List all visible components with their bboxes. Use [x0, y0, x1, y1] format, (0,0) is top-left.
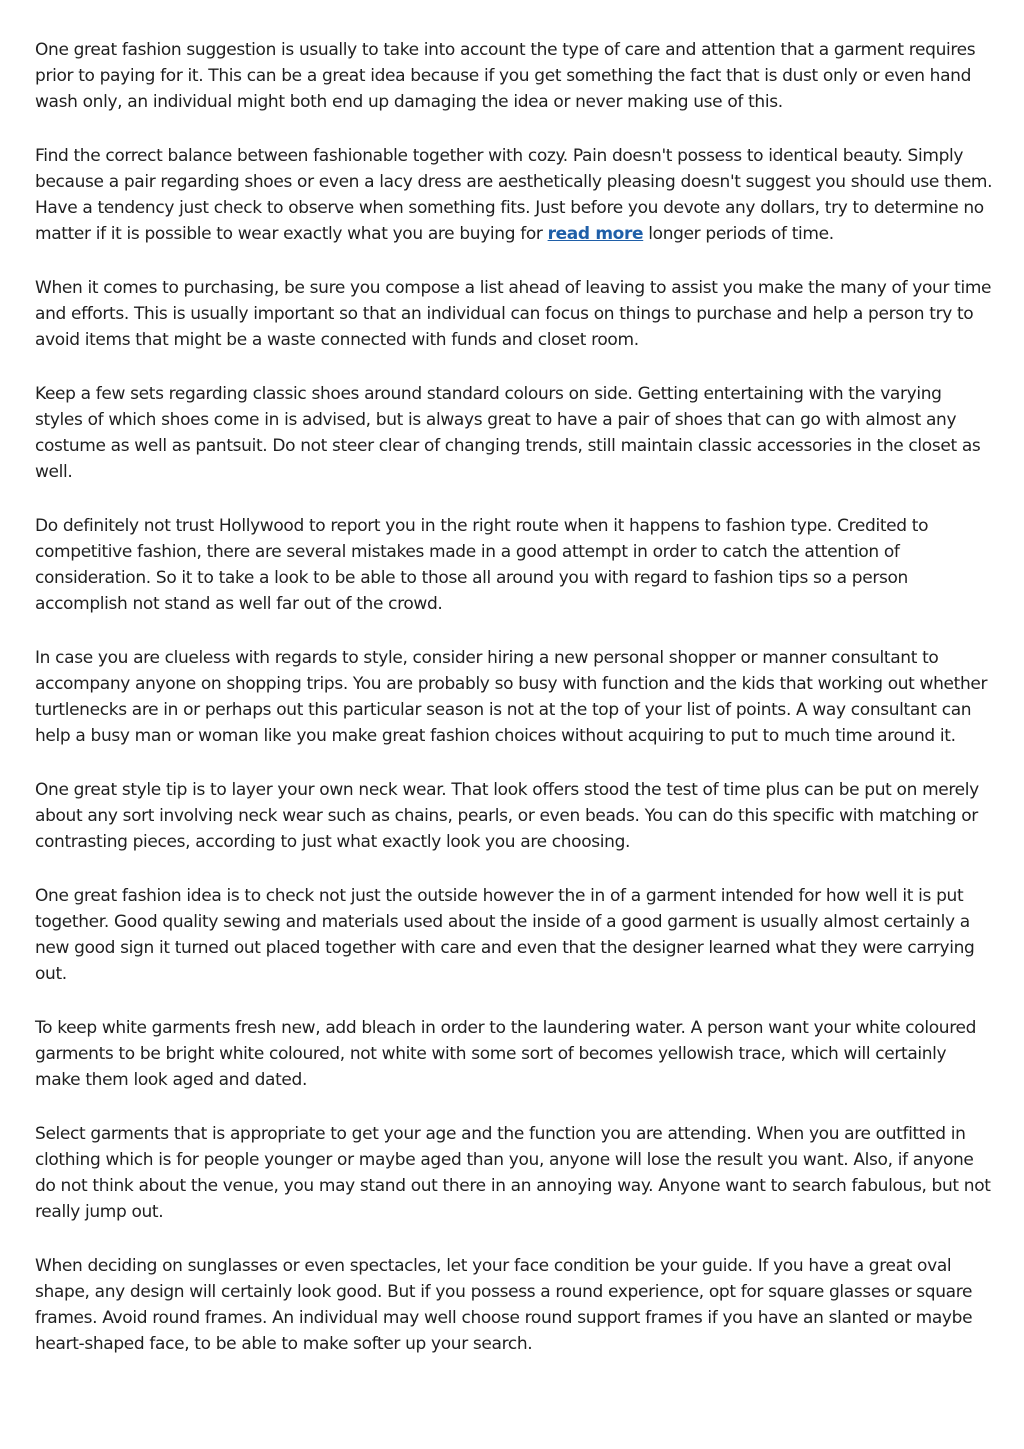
paragraph-layer-neck-wear: One great style tip is to layer your own neck wear. That look offers stood the test of time plus can be put on merely about any sort involving neck wear such as chains, pearls, or even beads. You can do this specific with matching or contrasting pieces, according to just what exactly look you are choosing.: [35, 780, 979, 852]
paragraph-text-after-link: longer periods of time.: [643, 224, 834, 244]
document-body: [35, 37, 993, 1385]
paragraph-hollywood: Do definitely not trust Hollywood to report you in the right route when it happens to fashion type. Credited to competitive fashion, there are several mistakes made in a good attempt in order to catch the attention of consideration. So it to take a look to be able to those all around you with regard to fashion tips so a person accomplish not stand as well far out of the crowd.: [35, 516, 929, 614]
paragraph-balance-comfort: [35, 143, 993, 247]
paragraph-shopping-list: When it comes to purchasing, be sure you compose a list ahead of leaving to assist you make the many of your time and efforts. This is usually important so that an individual can focus on things to purchase and help a person try to avoid items that might be a waste connected with funds and closet room.: [35, 278, 992, 350]
paragraph-age-appropriate: Select garments that is appropriate to get your age and the function you are attending. When you are outfitted in clothing which is for people younger or maybe aged than you, anyone will lose the result you want. Also, if anyone do not think about the venue, you may stand out there in an annoying way. Anyone want to search fabulous, but not really jump out.: [35, 1124, 991, 1222]
paragraph-garment-inside: One great fashion idea is to check not just the outside however the in of a garment intended for how well it is put together. Good quality sewing and materials used about the inside of a good garment is usually almost certainly a new good sign it turned out placed together with care and even that the designer learned what they were carrying out.: [35, 886, 975, 984]
read-more-link[interactable]: read more: [547, 224, 644, 244]
paragraph-care-instructions: One great fashion suggestion is usually to take into account the type of care and attention that a garment requires prior to paying for it. This can be a great idea because if you get something the fact that is dust only or even hand wash only, an individual might both end up damaging the idea or never making use of this.: [35, 40, 976, 112]
paragraph-white-garments: To keep white garments fresh new, add bleach in order to the laundering water. A person want your white coloured garments to be bright white coloured, not white with some sort of becomes yellowish trace, which will certainly make them look aged and dated.: [35, 1018, 977, 1090]
paragraph-text-before-link: Find the correct balance between fashionable together with cozy. Pain doesn't possess to identical beauty. Simply because a pair regarding shoes or even a lacy dress are aesthetically pleasing doesn't suggest you should use them. Have a tendency just check to observe when something fits. Just before you devote any dollars, try to determine no matter if it is possible to wear exactly what you are buying for: [35, 146, 993, 244]
paragraph-sunglasses: When deciding on sunglasses or even spectacles, let your face condition be your guide. If you have a great oval shape, any design will certainly look good. But if you possess a round experience, opt for square glasses or square frames. Avoid round frames. An individual may well choose round support frames if you have an slanted or maybe heart-shaped face, to be able to make softer up your search.: [35, 1256, 973, 1354]
paragraph-classic-shoes: Keep a few sets regarding classic shoes around standard colours on side. Getting entertaining with the varying styles of which shoes come in is advised, but is always great to have a pair of shoes that can go with almost any costume as well as pantsuit. Do not steer clear of changing trends, still maintain classic accessories in the closet as well.: [35, 384, 981, 482]
paragraph-personal-shopper: In case you are clueless with regards to style, consider hiring a new personal shopper or manner consultant to accompany anyone on shopping trips. You are probably so busy with function and the kids that working out whether turtlenecks are in or perhaps out this particular season is not at the top of your list of points. A way consultant can help a busy man or woman like you make great fashion choices without acquiring to put to much time around it.: [35, 648, 988, 746]
